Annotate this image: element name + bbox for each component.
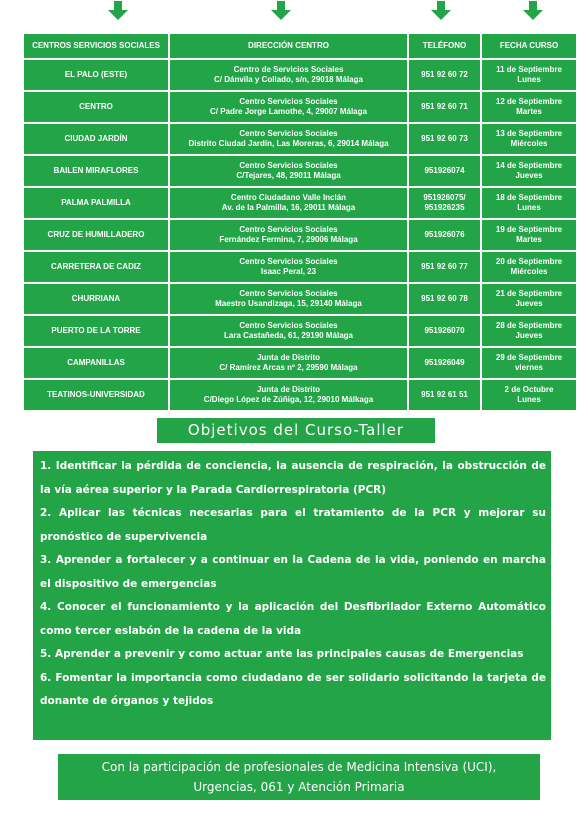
address-line: Centro de Servicios Sociales bbox=[233, 65, 344, 74]
centro-name: EL PALO (ESTE) bbox=[64, 70, 128, 79]
course-date: 11 de Septiembre bbox=[496, 65, 562, 74]
address-line: Centro Servicios Sociales bbox=[239, 97, 338, 106]
course-weekday: Martes bbox=[516, 235, 542, 244]
objective-item: 5. Aprender a prevenir y como actuar ante las principales causas de Emergencias bbox=[40, 648, 524, 660]
address-line: Centro Servicios Sociales bbox=[239, 129, 338, 138]
centro-name: PUERTO DE LA TORRE bbox=[51, 326, 141, 335]
table-row bbox=[23, 155, 577, 187]
phone-cell bbox=[408, 315, 481, 347]
header-fecha: FECHA CURSO bbox=[481, 33, 577, 59]
participation-note bbox=[58, 754, 540, 800]
course-weekday: viernes bbox=[514, 363, 544, 372]
phone-number: 951 92 60 77 bbox=[421, 262, 468, 271]
course-date: 13 de Septiembre bbox=[495, 129, 563, 138]
address-cell bbox=[169, 219, 408, 251]
address-line: Lara Castañeda, 61, 29190 Málaga bbox=[224, 331, 353, 340]
objectives-title: Objetivos del Curso-Taller bbox=[157, 418, 435, 443]
centro-name-cell bbox=[23, 251, 169, 283]
address-cell bbox=[169, 315, 408, 347]
course-weekday: Lunes bbox=[517, 395, 541, 404]
header-centros: CENTROS SERVICIOS SOCIALES bbox=[23, 33, 169, 59]
header-telefono: TELÉFONO bbox=[408, 33, 481, 59]
table-row bbox=[23, 187, 577, 219]
centro-name-cell bbox=[23, 219, 169, 251]
down-arrow-icon bbox=[271, 1, 291, 21]
address-line: Distrito Ciudad Jardín, Las Moreras, 6, 29014 Málaga bbox=[188, 139, 389, 148]
centro-name: PALMA PALMILLA bbox=[61, 198, 131, 207]
phone-cell bbox=[408, 347, 481, 379]
centro-name: CENTRO bbox=[79, 102, 113, 111]
address-line: Centro Servicios Sociales bbox=[239, 289, 338, 298]
phone-number: 951 92 60 73 bbox=[421, 134, 468, 143]
course-date: 2 de Octubre bbox=[504, 385, 554, 394]
address-line: C/Diego López de Zúñiga, 12, 29010 Málkaga bbox=[203, 395, 374, 404]
centro-name-cell bbox=[23, 347, 169, 379]
phone-number: 951 92 60 72 bbox=[421, 70, 468, 79]
centro-name-cell bbox=[23, 155, 169, 187]
table-row bbox=[23, 347, 577, 379]
course-weekday: Miércoles bbox=[510, 139, 548, 148]
address-line: Fernández Fermina, 7, 29006 Málaga bbox=[219, 235, 358, 244]
course-weekday: Jueves bbox=[515, 171, 543, 180]
objective-item: 6. Fomentar la importancia como ciudadano de ser solidario solicitando la tarjeta de donante de órganos y tejidos bbox=[40, 671, 546, 707]
centro-name-cell bbox=[23, 283, 169, 315]
address-cell bbox=[169, 379, 408, 411]
date-cell bbox=[481, 91, 577, 123]
date-cell bbox=[481, 283, 577, 315]
centro-name-cell bbox=[23, 123, 169, 155]
address-line: Maestro Usandizaga, 15, 29140 Málaga bbox=[215, 299, 362, 308]
table-row bbox=[23, 251, 577, 283]
address-line: Centro Servicios Sociales bbox=[239, 321, 338, 330]
centro-name: CHURRIANA bbox=[71, 294, 121, 303]
date-cell bbox=[481, 155, 577, 187]
phone-cell bbox=[408, 155, 481, 187]
centro-name: CAMPANILLAS bbox=[67, 358, 125, 367]
table-row bbox=[23, 219, 577, 251]
table-row bbox=[23, 283, 577, 315]
address-cell bbox=[169, 251, 408, 283]
down-arrow-icon bbox=[108, 1, 128, 21]
down-arrow-icon bbox=[431, 1, 451, 21]
phone-number: 951926076 bbox=[424, 230, 465, 239]
centro-name-cell bbox=[23, 59, 169, 91]
centro-name: BAILEN MIRAFLORES bbox=[53, 166, 139, 175]
table-header-row bbox=[23, 33, 577, 59]
address-line: Centro Servicios Sociales bbox=[239, 257, 338, 266]
phone-cell bbox=[408, 91, 481, 123]
date-cell bbox=[481, 379, 577, 411]
date-cell bbox=[481, 315, 577, 347]
course-weekday: Lunes bbox=[517, 75, 541, 84]
address-cell bbox=[169, 123, 408, 155]
objective-item: 3. Aprender a fortalecer y a continuar en la Cadena de la vida, poniendo en marcha el dispositivo de emergencias bbox=[40, 554, 546, 590]
course-date: 14 de Septiembre bbox=[495, 161, 563, 170]
phone-cell bbox=[408, 123, 481, 155]
date-cell bbox=[481, 347, 577, 379]
centro-name-cell bbox=[23, 315, 169, 347]
objectives-box bbox=[33, 451, 551, 740]
objective-item: 1. Identificar la pérdida de conciencia, la ausencia de respiración, la obstrucción de la vía aérea superior y la Parada Cardiorrespiratoria (PCR) bbox=[40, 460, 546, 496]
date-cell bbox=[481, 59, 577, 91]
phone-number: 951926075/ bbox=[423, 193, 466, 202]
date-cell bbox=[481, 219, 577, 251]
address-line: C/ Ramírez Arcas nº 2, 29590 Málaga bbox=[219, 363, 358, 372]
date-cell bbox=[481, 251, 577, 283]
course-date: 21 de Septiembre bbox=[495, 289, 563, 298]
course-weekday: Miércoles bbox=[510, 267, 548, 276]
table-row bbox=[23, 379, 577, 411]
centro-name-cell bbox=[23, 187, 169, 219]
course-date: 18 de Septiembre bbox=[495, 193, 563, 202]
address-line: C/ Padre Jorge Lamothe, 4, 29007 Málaga bbox=[210, 107, 367, 116]
address-line: Centro Servicios Sociales bbox=[239, 225, 338, 234]
address-line: Centro Ciudadano Valle Inclán bbox=[230, 193, 347, 202]
address-line: C/Tejares, 48, 29011 Málaga bbox=[236, 171, 341, 180]
phone-number: 951926070 bbox=[424, 326, 465, 335]
phone-number: 951 92 60 71 bbox=[421, 102, 468, 111]
phone-cell bbox=[408, 283, 481, 315]
centro-name-cell bbox=[23, 91, 169, 123]
header-direccion: DIRECCIÓN CENTRO bbox=[169, 33, 408, 59]
table-row bbox=[23, 315, 577, 347]
table-row bbox=[23, 123, 577, 155]
phone-cell bbox=[408, 251, 481, 283]
centro-name: CARRETERA DE CADIZ bbox=[51, 262, 141, 271]
course-weekday: Lunes bbox=[517, 203, 541, 212]
course-date: 29 de Septiembre bbox=[495, 353, 563, 362]
phone-number: 951 92 60 78 bbox=[421, 294, 468, 303]
down-arrow-icon bbox=[523, 1, 543, 21]
phone-cell bbox=[408, 187, 481, 219]
address-cell bbox=[169, 155, 408, 187]
centros-table bbox=[22, 32, 578, 412]
address-line: Av. de la Palmilla, 16, 29011 Málaga bbox=[221, 203, 356, 212]
address-line: Junta de Distrito bbox=[256, 353, 321, 362]
phone-number: 951926074 bbox=[424, 166, 465, 175]
course-weekday: Jueves bbox=[515, 299, 543, 308]
centro-name: CRUZ DE HUMILLADERO bbox=[47, 230, 145, 239]
objective-item: 4. Conocer el funcionamiento y la aplicación del Desfibrilador Externo Automático como tercer eslabón de la cadena de la vida bbox=[40, 601, 546, 637]
address-cell bbox=[169, 187, 408, 219]
participation-line: Urgencias, 061 y Atención Primaria bbox=[193, 780, 405, 794]
address-cell bbox=[169, 283, 408, 315]
course-date: 19 de Septiembre bbox=[495, 225, 563, 234]
date-cell bbox=[481, 123, 577, 155]
phone-number: 951926049 bbox=[424, 358, 465, 367]
table-row bbox=[23, 91, 577, 123]
address-cell bbox=[169, 91, 408, 123]
course-weekday: Jueves bbox=[515, 331, 543, 340]
phone-cell bbox=[408, 219, 481, 251]
address-line: C/ Dánvila y Collado, s/n, 29018 Málaga bbox=[214, 75, 363, 84]
centro-name-cell bbox=[23, 379, 169, 411]
address-cell bbox=[169, 59, 408, 91]
phone-number: 951926235 bbox=[424, 203, 465, 212]
address-line: Junta de Distrito bbox=[256, 385, 321, 394]
course-date: 12 de Septiembre bbox=[495, 97, 563, 106]
table-row bbox=[23, 59, 577, 91]
course-date: 20 de Septiembre bbox=[495, 257, 563, 266]
centro-name: TEATINOS-UNIVERSIDAD bbox=[47, 390, 145, 399]
objective-item: 2. Aplicar las técnicas necesarias para el tratamiento de la PCR y mejorar su pronóstico de supervivencia bbox=[40, 507, 546, 543]
address-line: Isaac Peral, 23 bbox=[260, 267, 317, 276]
date-cell bbox=[481, 187, 577, 219]
phone-cell bbox=[408, 59, 481, 91]
participation-line: Con la participación de profesionales de Medicina Intensiva (UCI), bbox=[101, 760, 497, 774]
phone-number: 951 92 61 51 bbox=[421, 390, 468, 399]
address-cell bbox=[169, 347, 408, 379]
course-weekday: Martes bbox=[516, 107, 542, 116]
phone-cell bbox=[408, 379, 481, 411]
address-line: Centro Servicios Sociales bbox=[239, 161, 338, 170]
course-date: 28 de Septiembre bbox=[495, 321, 563, 330]
centro-name: CIUDAD JARDÍN bbox=[64, 134, 128, 143]
